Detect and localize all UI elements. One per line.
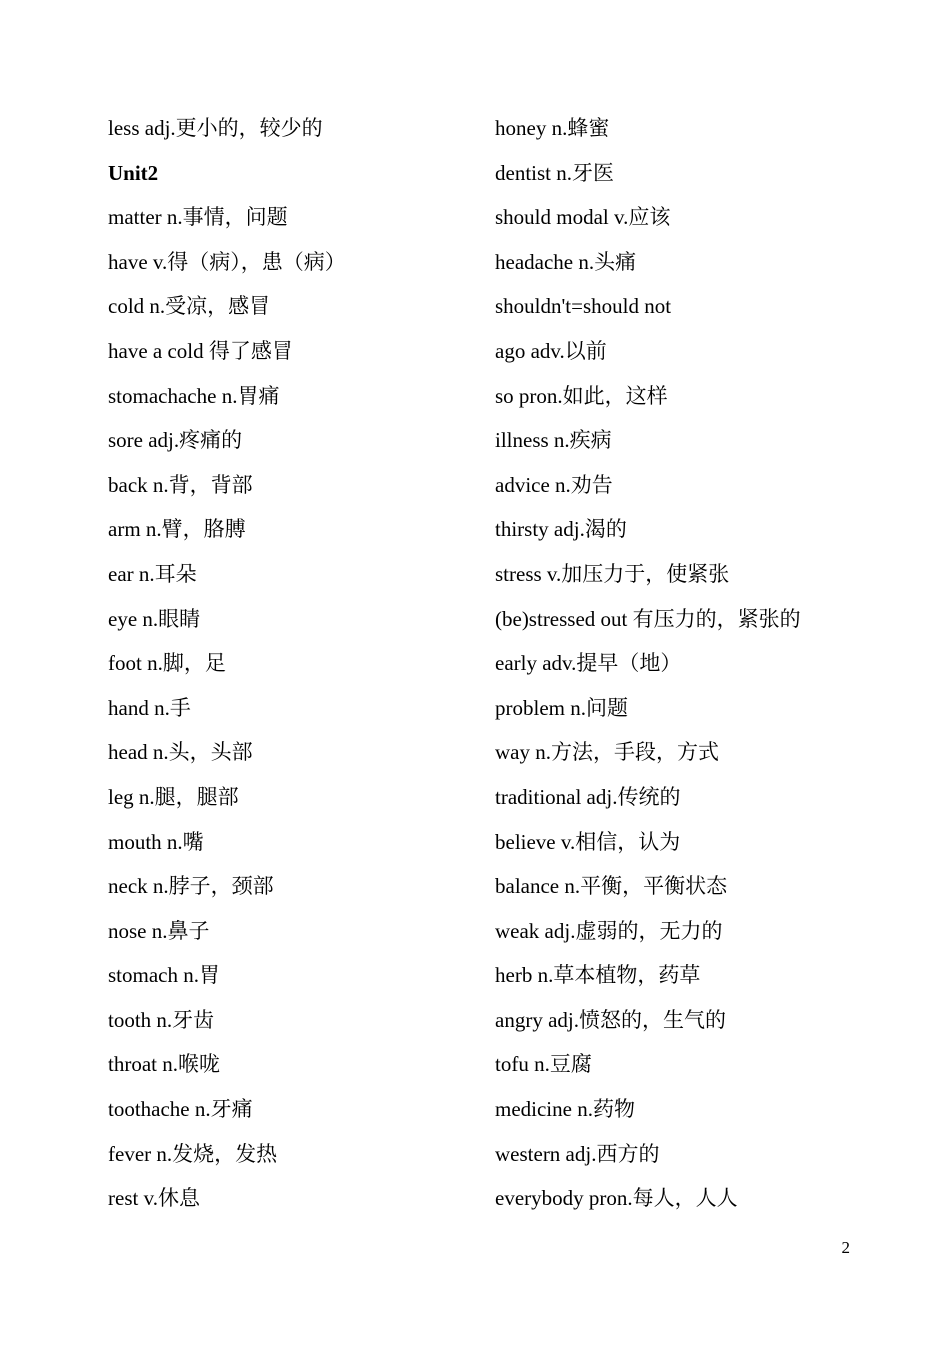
vocabulary-entry: nose n.鼻子: [108, 918, 210, 943]
vocabulary-entry: back n.背，背部: [108, 472, 253, 497]
vocabulary-entry: arm n.臂，胳膊: [108, 517, 246, 542]
vocabulary-entry: neck n.脖子，颈部: [108, 874, 274, 899]
vocabulary-entry: balance n.平衡，平衡状态: [495, 874, 728, 899]
vocabulary-entry: fever n.发烧，发热: [108, 1141, 278, 1166]
vocabulary-entry: hand n.手: [108, 695, 191, 720]
vocabulary-entry: foot n.脚，足: [108, 651, 226, 676]
vocabulary-entry: matter n.事情，问题: [108, 205, 288, 230]
vocabulary-entry: throat n.喉咙: [108, 1052, 220, 1077]
vocabulary-entry: early adv.提早（地）: [495, 651, 682, 676]
vocabulary-entry: ear n.耳朵: [108, 561, 197, 586]
vocabulary-entry: have v.得（病），患（病）: [108, 249, 346, 274]
vocabulary-entry: head n.头，头部: [108, 740, 253, 765]
vocabulary-entry: weak adj.虚弱的，无力的: [495, 918, 723, 943]
vocabulary-entry: stomach n.胃: [108, 963, 220, 988]
vocabulary-entry: ago adv.以前: [495, 338, 607, 363]
vocabulary-entry: honey n.蜂蜜: [495, 116, 610, 140]
vocabulary-entry: shouldn't=should not: [495, 294, 672, 319]
vocabulary-entry: believe v.相信，认为: [495, 829, 681, 854]
vocabulary-entry: western adj.西方的: [495, 1141, 660, 1166]
vocabulary-entry: stress v.加压力于，使紧张: [495, 561, 730, 586]
vocabulary-entry: rest v.休息: [108, 1186, 200, 1211]
vocabulary-entry: stomachache n.胃痛: [108, 383, 280, 408]
vocabulary-entry: eye n.眼睛: [108, 606, 201, 631]
unit-heading: Unit2: [108, 160, 159, 185]
vocabulary-entry: advice n.劝告: [495, 472, 613, 497]
vocabulary-entry: herb n.草本植物，药草: [495, 963, 701, 988]
vocabulary-entry: mouth n.嘴: [108, 829, 204, 854]
vocabulary-entry: dentist n.牙医: [495, 160, 614, 185]
vocabulary-entry: cold n.受凉，感冒: [108, 294, 271, 319]
vocabulary-entry: tooth n.牙齿: [108, 1007, 215, 1032]
vocabulary-entry: medicine n.药物: [495, 1097, 635, 1122]
vocabulary-entry: tofu n.豆腐: [495, 1052, 592, 1077]
vocabulary-entry: have a cold 得了感冒: [108, 338, 293, 363]
vocabulary-entry: problem n.问题: [495, 695, 628, 720]
vocabulary-entry: sore adj.疼痛的: [108, 428, 243, 453]
vocabulary-entry: traditional adj.传统的: [495, 784, 681, 809]
vocabulary-entry: everybody pron.每人，人人: [495, 1186, 738, 1211]
vocabulary-entry: less adj.更小的，较少的: [108, 116, 323, 140]
vocabulary-entry: headache n.头痛: [495, 249, 637, 274]
vocabulary-entry: way n.方法，手段，方式: [495, 740, 719, 765]
vocabulary-entry: leg n.腿，腿部: [108, 784, 239, 809]
vocabulary-column-right: [495, 106, 895, 1221]
vocabulary-column-left: [108, 106, 478, 1221]
vocabulary-entry: angry adj.愤怒的，生气的: [495, 1007, 726, 1032]
vocabulary-entry: so pron.如此，这样: [495, 383, 668, 408]
vocabulary-entry: illness n.疾病: [495, 428, 612, 453]
vocabulary-entry: should modal v.应该: [495, 205, 671, 230]
vocabulary-entry: (be)stressed out 有压力的，紧张的: [495, 606, 801, 631]
vocabulary-entry: toothache n.牙痛: [108, 1097, 253, 1122]
vocabulary-entry: thirsty adj.渴的: [495, 517, 627, 542]
page-number: 2: [841, 1238, 850, 1257]
